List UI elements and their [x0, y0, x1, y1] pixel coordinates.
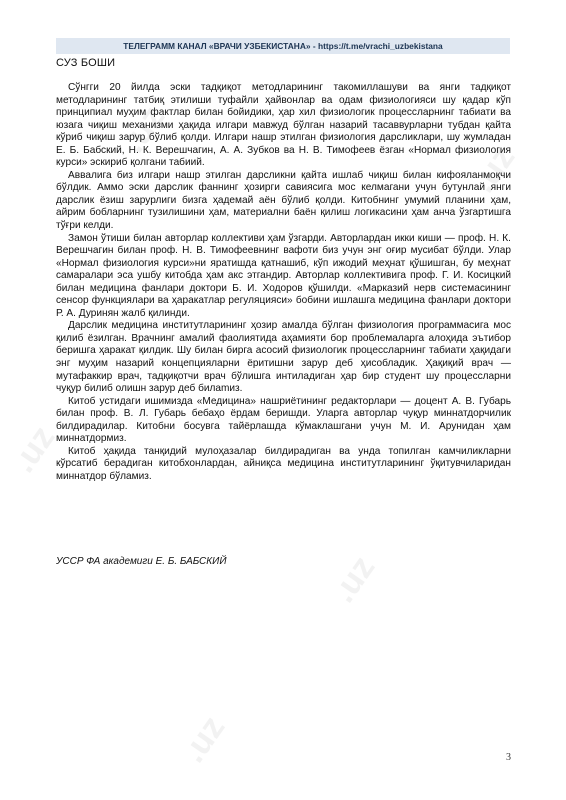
paragraph: Китоб ҳақида танқидий мулоҳазалар билдирадиган ва унда топилган камчиликларни кўрсатиб берадиган китобхонлардан, айниқса медицина институтларининг ўқитувчиларидан миннатдор бўламиз.	[56, 445, 511, 482]
telegram-channel-banner: ТЕЛЕГРАММ КАНАЛ «ВРАЧИ УЗБЕКИСТАНА» - https://t.me/vrachi_uzbekistana	[56, 38, 510, 54]
paragraph: Аввалига биз илгари нашр этилган дарсликни қайта ишлаб чиқиш билан кифояланмоқчи бўлдик. Аммо эски дарслик фаннинг ҳозирги савиясига мос келмагани учун бутунлай янги дарслик ёзиш зарурлиги бизга ҳадемай аён бўлиб қолди. Китобнинг умумий планини ҳам, айрим бобларнинг тузилишини ҳам, материални баён қилиш логикасини ҳам анча ўзгартишга тўғри келди.	[56, 169, 511, 232]
paragraph: Сўнгги 20 йилда эски тадқиқот методларининг такомиллашуви ва янги тадқиқот методларининг татбиқ этилиши туфайли ҳайвонлар ва одам физиологияси шу қадар кўп принципиал муҳим фактлар билан бойидики, ҳар хил физиологик процессларнинг табиати ва юзага чиқиш механизми ҳақида илгари мавжуд бўлган назарий тасаввурларни тубдан қайта кўриб чиқиш зарур бўлиб қолди. Илгари нашр этилган физиология дарсликлари, шу жумладан Е. Б. Бабский, Н. К. Верешчагин, А. А. Зубков ва Н. В. Тимофеев ёзган «Нормал физиология курси» эскириб қолгани табиий.	[56, 82, 511, 169]
paragraph: Замон ўтиши билан авторлар коллективи ҳам ўзгарди. Авторлардан икки киши — проф. Н. К. Верешчагин билан проф. Н. В. Тимофеевнинг вафоти биз учун энг оғир мусибат бўлди. Улар «Нормал физиология курси»ни яратишда қатнашиб, кўп ижодий меҳнат қўшишган, бу меҳнат самаралари эса ушбу китобда ҳам акс этгандир. Авторлар коллективига проф. Г. И. Косицкий билан медицина фанлари доктори Б. И. Ходоров қўшилди. «Марказий нерв системасининг сенсор функциялари ва ҳаракатлар регуляцияси» бобини ишлашга медицина фанлари доктори Р. А. Дуринян жалб қилинди.	[56, 232, 511, 319]
preface-body	[56, 82, 511, 484]
author-signature: УССР ФА академиги Е. Б. БАБСКИЙ	[56, 556, 227, 567]
watermark: .uz	[114, 98, 173, 160]
watermark: .uz	[324, 548, 383, 610]
page-number: 3	[506, 752, 511, 763]
watermark: .uz	[4, 418, 63, 480]
watermark: .uz	[464, 138, 523, 200]
watermark: .uz	[174, 708, 233, 770]
page-heading: СУЗ БОШИ	[56, 57, 116, 69]
paragraph: Китоб устидаги ишимизда «Медицина» нашриётининг редакторлари — доцент А. В. Губарь билан проф. В. Л. Губарь бебаҳо ёрдам беришди. Уларга авторлар чуқур миннатдорчилик билдирадилар. Китобни босувга тайёрлашда кўмаклашгани учун М. И. Арунидан ҳам миннатдормиз.	[56, 395, 511, 445]
paragraph: Дарслик медицина институтларининг ҳозир амалда бўлган физиология программасига мос қилиб ёзилган. Врачнинг амалий фаолиятида аҳамияти бор проблемаларга алоҳида эътибор беришга ҳаракат қилдик. Шу билан бирга асосий физиологик процессларнинг табиати ҳақидаги энг муҳим назарий концепцияларни ёритишни зарур деб ҳисобладик. Ҳақиқий врач — мутафаккир врач, тадқиқотчи врач бўлишга интиладиган ҳар бир студент шу процессларни чуқур билиб олишн зарур деб билamиз.	[56, 320, 511, 395]
